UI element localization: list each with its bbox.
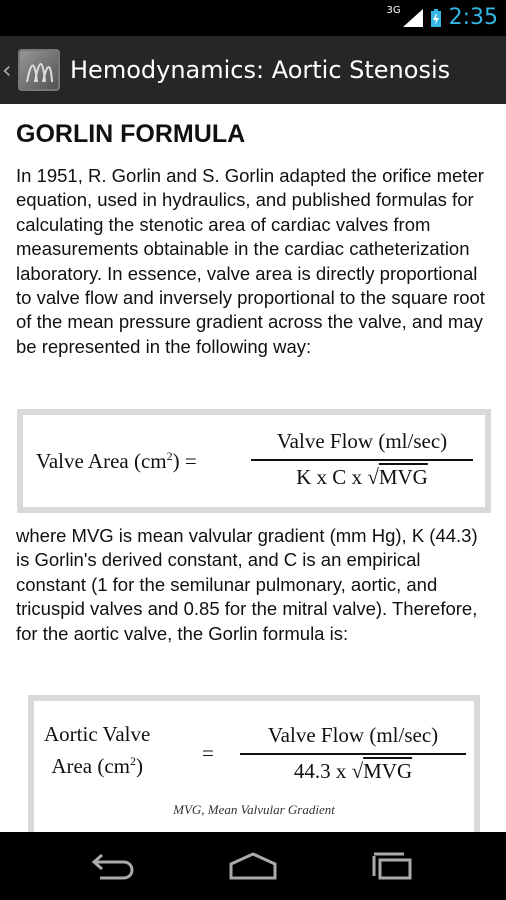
formula1-fraction	[251, 429, 473, 490]
formula2-left: Aortic Valve Area $(cm^2)$	[44, 722, 151, 778]
formula-box-aortic	[28, 695, 480, 832]
app-logo-icon[interactable]	[18, 49, 60, 91]
signal-icon	[403, 9, 423, 27]
formula1-numerator: Valve Flow (ml/sec)	[276, 429, 448, 453]
back-nav-icon[interactable]	[82, 848, 142, 884]
formula1-denominator: K x C x √MVG	[296, 465, 428, 489]
formula2-equals: =	[202, 741, 214, 765]
formula-box-general	[17, 409, 491, 513]
formula1-left: Valve Area $(cm^2)$ =	[36, 449, 197, 473]
formula2-denominator: 44.3 x √MVG	[293, 759, 413, 783]
clock: 2:35	[448, 5, 498, 30]
explanation-paragraph: where MVG is mean valvular gradient (mm Hg), K (44.3) is Gorlin's derived constant, and C is an empirical constant (1 for the semilunar pulmonary, aortic, and tricuspid valves and 0.85 for the mitral valve). Therefore, for the aortic valve, the Gorlin formula is:	[16, 525, 478, 644]
action-bar[interactable]	[0, 36, 506, 104]
fraction-line	[251, 459, 473, 461]
battery-icon	[431, 9, 441, 27]
back-caret-icon[interactable]: ‹	[2, 56, 12, 84]
page-title: Hemodynamics: Aortic Stenosis	[70, 56, 451, 84]
recents-nav-icon[interactable]	[364, 848, 424, 884]
navigation-bar	[0, 832, 506, 900]
fraction-line	[240, 753, 466, 755]
formula2-note: MVG, Mean Valvular Gradient	[173, 802, 335, 817]
intro-paragraph: In 1951, R. Gorlin and S. Gorlin adapted the orifice meter equation, used in hydraulics, and published formulas for calculating the stenotic area of cardiac valves from measurements obtainable in the cardiac catheterization laboratory. In essence, valve area is directly proportional to valve flow and inversely proportional to the square root of the mean pressure gradient across the valve, and may be represented in the following way:	[16, 165, 485, 357]
section-heading: GORLIN FORMULA	[16, 120, 246, 148]
formula2-fraction	[240, 723, 466, 784]
network-type: 3G	[386, 4, 401, 16]
content-area[interactable]	[0, 104, 506, 832]
formula2-numerator: Valve Flow (ml/sec)	[267, 723, 439, 747]
status-bar	[0, 0, 506, 36]
home-nav-icon[interactable]	[223, 848, 283, 884]
